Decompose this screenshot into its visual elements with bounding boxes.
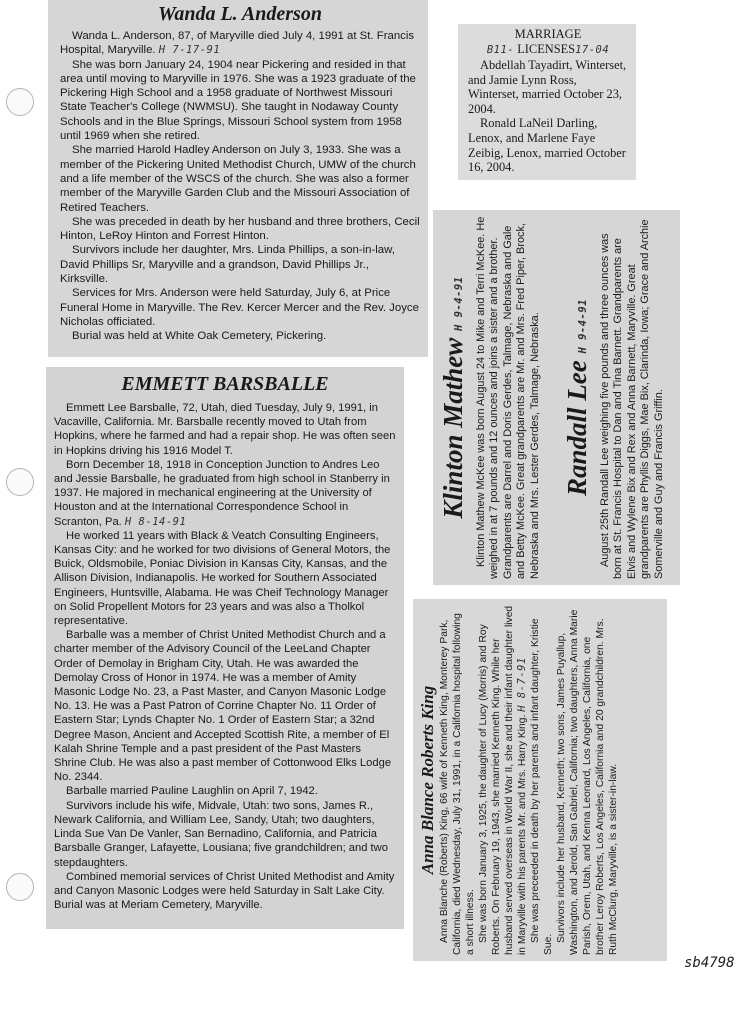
binder-hole-top — [6, 88, 34, 116]
paragraph: Survivors include his wife, Midvale, Utah: two sons, James R., Newark California, and William Lee, Sandy, Utah; two daughters, Linda Sue Van De Vanler, San Bernadino, California, and Patricia Barsballe Granger, Lafayette, Lousiana; five grandchildren; and two stepdaughters. — [54, 799, 388, 869]
binder-hole-bottom — [6, 873, 34, 901]
paragraph: She married Harold Hadley Anderson on July 3, 1933. She was a member of the Pickering United Methodist Church, UMW of the church and a life member of the WSCS of the church. She was also a former member of the Maryville Garden Club and the Missouri Association of Retired Teachers. — [60, 144, 416, 214]
binder-hole-middle — [6, 468, 34, 496]
handwritten-note: H 7-17-91 — [158, 44, 221, 57]
paragraph: She was preceded in death by her husband and three brothers, Cecil Hinton, LeRoy Hinton and Forrest Hinton. — [60, 215, 420, 243]
clipping-birth-announcements — [433, 210, 680, 585]
paragraph: He worked 11 years with Black & Veatch Consulting Engineers, Kansas City: and he worked for two divisions of General Motors, the Buick, Oldsmobile, Poniac Division in Kansas City, Kansas, and the Allison Division, Indianapolis. He worked for Southern Associated Engineers, Huntsville, Alabama. He was Cheif Technology Manager on Solid Propellent Motors for 23 years and was also a Tholkol representative. — [54, 529, 391, 628]
paragraph: Barballe married Pauline Laughlin on April 7, 1942. — [66, 785, 318, 798]
handwritten-note: 17-04 — [575, 44, 610, 56]
clipping-marriage-licenses — [458, 24, 636, 180]
obituary-title: Wanda L. Anderson — [158, 3, 322, 25]
announcement-klinton — [437, 216, 557, 579]
paragraph: Barballe was a member of Christ United Methodist Church and a charter member of the Advisory Council of the LeeLand Chapter Order of Demolay in Brigham City, Utah. He was awarded the Demolay Cross of Honor in 1974. He was a member of Amity Masonic Lodge No. 23, a Past Master, and Canyon Masonic Lodge No. 13. He was a Past Patron of Corrine Chapter No. 11 Order of Eastern Star; Lynds Chapter No. 1 Order of Eastern Star; a 32nd Degree Mason, Ancient and Accepted Scottish Rite, a member of El Kalah Shrine Temple and a past president of the Past Masters Shrine Club. He was also a past member of Cottonwood Elks Lodge No. 2344. — [54, 629, 392, 784]
handwritten-note: H 8-14-91 — [124, 515, 187, 528]
paragraph: She was preceeded in death by her parents and infant daughter, Kristie Sue. — [530, 618, 555, 955]
clipping-anna-king — [413, 599, 667, 961]
paragraph: Combined memorial services of Christ United Methodist and Amity and Canyon Masonic Lodges were held Saturday in Salt Lake City. Burial was at Meriam Cemetery, Maryville. — [54, 870, 395, 912]
clipping-wanda-anderson — [48, 0, 428, 357]
paragraph: Ronald LaNeil Darling, Lenox, and Marlene Faye Zeibig, Lenox, married October 16, 2004. — [468, 116, 626, 175]
paragraph: Survivors include her daughter, Mrs. Linda Phillips, a son-in-law, David Phillips Sr, Maryville and a grandson, David Phillips Jr., Kirksville. — [60, 244, 395, 286]
obituary-title: EMMETT BARSBALLE — [121, 373, 329, 395]
paragraph: August 25th Randall Lee weighing five pounds and three ounces was born at St. Francis Hospital to Dan and Tina Barnett. Grandparents are Elvis and Wylene Bix and Rex and Anna Barnett, Maryville. Great grandparents are Phyllis Diggs, Mae Bix, Clarinda, Iowa; Grace and Archie Somerville and Guy and Francis Griffin. — [599, 219, 665, 579]
paragraph: Burial was held at White Oak Cemetery, Pickering. — [72, 330, 327, 343]
paragraph: Survivors include her husband, Kenneth; two sons, James Puyallup, Washington, and Jerold, San Gabriel, California; two daughters, Anna Marie Parish, Orem, Utah, and Kenna Leonard, Los Angeles, California, one brother Leroy Roberts, Los Angeles, California and 20 grandchildren. Mrs. Ruth McClurg, Maryville, is a sister-in-law. — [556, 609, 619, 955]
licenses-heading: B11- LICENSES17-04 — [486, 42, 610, 56]
paragraph: Anna Blanche (Roberts) King, 66 wife of Kenneth King, Monterey Park, California, died Wednesday, July 31, 1991, in a California hospital following a short illness. — [439, 613, 476, 955]
paragraph: Born December 18, 1918 in Conception Junction to Andres Leo and Jessie Barsballe, he graduated from high school in Stanberry in 1937. He majored in mechanical engineering at the University of Houston and at the International Correspondence School in Scranton, Pa. H 8-14-91 — [54, 458, 390, 528]
paragraph: Klinton Mathew McKee was born August 24 to Mike and Terri McKee. He weighed in at 7 pounds and 12 ounces and joins a sister and a brother. Grandparents are Darrel and Doris Gerdes, Talmage, Nebraska and Gale and Betty McKee. Great grandparents are Mr. and Mrs. Fred Piper, Brock, Nebraska and Mrs. Lester Gerdes, Talmage, Nebraska. — [475, 216, 541, 579]
announcement-title: Klinton Mathew H 9-4-91 — [438, 276, 468, 519]
paragraph: Wanda L. Anderson, 87, of Maryville died July 4, 1991 at St. Francis Hospital, Maryville. H 7-17-91 — [60, 30, 415, 57]
paragraph: She was born January 3, 1925, the daughter of Lucy (Morris) and Roy Roberts. On February 19, 1943, she married Kenneth King. While her husband served overseas in World War II, she and their infant daughter lived in Maryville with his parents Mr. and Mrs. Harry King. H 8-7-91 — [477, 605, 529, 955]
paragraph: Abdellah Tayadirt, Winterset, and Jamie Lynn Ross, Winterset, married October 23, 2004. — [468, 58, 627, 116]
archive-stamp: sb4798 — [684, 955, 735, 971]
handwritten-note: H 9-4-91 — [577, 298, 589, 354]
paragraph: Emmett Lee Barsballe, 72, Utah, died Tuesday, July 9, 1991, in Vacaville, California. Mr. Barsballe recently moved to Utah from Hopkins, where he farmed and had a repair shop. He was often seen in Hopkins driving his 1916 Model T. — [54, 402, 396, 457]
paragraph: She was born January 24, 1904 near Pickering and resided in that area until moving to Maryville in 1976. She was a 1923 graduate of the Pickering High School and a 1958 graduate of Northwest Missouri State Teacher's College (NWMSU). She taught in Nodaway County Schools and in the Blue Springs, Missouri School system from 1958 until 1969 when she retired. — [60, 58, 416, 143]
obituary-title: Anna Blance Roberts King — [418, 685, 437, 875]
handwritten-note: H 9-4-91 — [453, 276, 465, 331]
announcement-randall — [561, 216, 666, 579]
handwritten-note: H 8-7-91 — [516, 657, 529, 712]
paragraph: Services for Mrs. Anderson were held Saturday, July 6, at Price Funeral Home in Maryville. The Rev. Kercer Mercer and the Rev. Joyce Nicholas officiated. — [60, 287, 419, 328]
announcement-title: Randall Lee H 9-4-91 — [562, 298, 592, 497]
clipping-emmett-barsballe — [46, 367, 404, 929]
handwritten-note: B11- — [486, 44, 515, 56]
section-title: MARRIAGE — [514, 27, 582, 41]
